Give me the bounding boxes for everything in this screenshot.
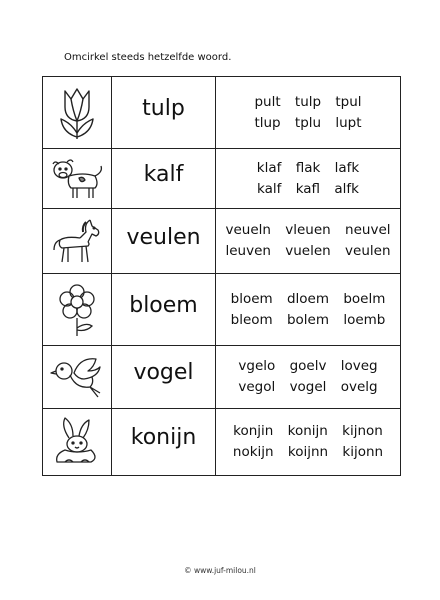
word-option[interactable]: vogel	[289, 378, 327, 395]
word-option[interactable]: loemb	[343, 311, 386, 328]
tulip-icon	[55, 85, 99, 141]
table-row	[43, 209, 401, 274]
word-option[interactable]: lafk	[334, 159, 360, 176]
footer-credit: © www.juf-milou.nl	[184, 566, 256, 575]
word-option[interactable]: lupt	[335, 114, 362, 131]
word-option[interactable]: bleom	[230, 311, 273, 328]
word-option[interactable]: loveg	[340, 357, 378, 374]
target-word: bloem	[129, 293, 198, 319]
word-option[interactable]: tulp	[294, 93, 322, 110]
word-option[interactable]: kijnon	[342, 422, 383, 439]
word-option[interactable]: klaf	[256, 159, 282, 176]
word-option[interactable]: dloem	[286, 290, 330, 307]
word-option[interactable]: pult	[254, 93, 281, 110]
word-option[interactable]: ovelg	[340, 378, 378, 395]
table-row	[43, 346, 401, 408]
word-option[interactable]: koijnn	[287, 443, 329, 460]
word-option[interactable]: vuelen	[285, 243, 331, 260]
table-row	[43, 273, 401, 345]
word-option[interactable]: konijn	[287, 422, 328, 439]
target-word: tulp	[142, 96, 185, 122]
table-row	[43, 77, 401, 149]
target-word: veulen	[126, 224, 201, 250]
table-row	[43, 149, 401, 209]
target-word: vogel	[133, 360, 194, 386]
word-option[interactable]: tplu	[294, 114, 322, 131]
word-option[interactable]: goelv	[289, 357, 327, 374]
word-option[interactable]: leuven	[225, 243, 271, 260]
table-row	[43, 408, 401, 475]
word-option[interactable]: veueln	[225, 222, 271, 239]
target-word: kalf	[143, 162, 184, 188]
word-option[interactable]: vgelo	[238, 357, 276, 374]
word-option[interactable]: vleuen	[285, 222, 331, 239]
rabbit-icon	[51, 416, 103, 468]
foal-icon	[50, 216, 104, 266]
word-option[interactable]: boelm	[343, 290, 386, 307]
word-option[interactable]: tpul	[335, 93, 362, 110]
flower-icon	[52, 282, 102, 338]
word-option[interactable]: bolem	[286, 311, 330, 328]
instruction-text: Omcirkel steeds hetzelfde woord.	[64, 52, 232, 63]
word-option[interactable]: kalf	[257, 180, 282, 197]
word-option[interactable]: nokijn	[232, 443, 274, 460]
word-option[interactable]: konjin	[233, 422, 274, 439]
calf-icon	[49, 156, 105, 202]
word-option[interactable]: neuvel	[345, 222, 391, 239]
word-option[interactable]: alfk	[334, 180, 359, 197]
word-option[interactable]: bloem	[230, 290, 273, 307]
word-option[interactable]: kijonn	[342, 443, 384, 460]
word-option[interactable]: vegol	[238, 378, 276, 395]
word-option[interactable]: tlup	[254, 114, 281, 131]
word-option[interactable]: kafl	[295, 180, 321, 197]
target-word: konijn	[130, 425, 197, 451]
word-option[interactable]: flak	[295, 159, 321, 176]
worksheet-table	[42, 76, 401, 476]
word-option[interactable]: veulen	[345, 243, 391, 260]
bird-icon	[50, 353, 104, 401]
